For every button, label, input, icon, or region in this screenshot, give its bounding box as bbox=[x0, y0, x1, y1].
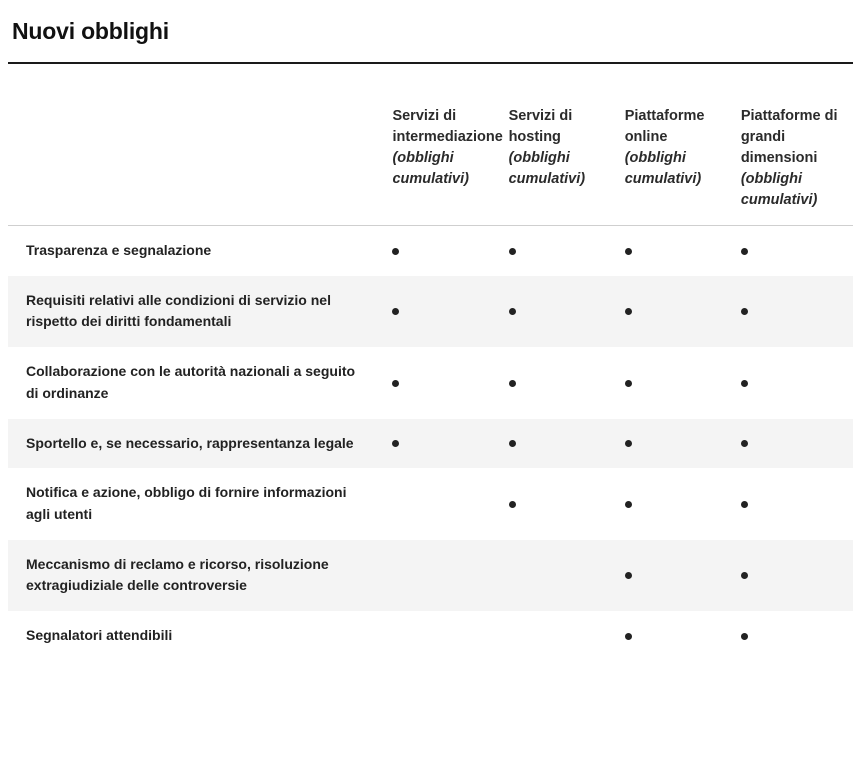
table-row bbox=[8, 419, 853, 469]
table-body bbox=[8, 226, 853, 661]
document-page bbox=[0, 18, 861, 772]
row-mark-piattaforme-grandi bbox=[737, 419, 853, 469]
row-label: Sportello e, se necessario, rappresentanza legale bbox=[26, 434, 354, 451]
row-mark-piattaforme-online bbox=[621, 540, 737, 611]
table-row bbox=[8, 611, 853, 661]
bullet-dot bbox=[392, 308, 399, 315]
row-mark-piattaforme-online bbox=[621, 419, 737, 469]
table-header-row bbox=[8, 64, 853, 226]
column-header-name: Piattaforme online bbox=[624, 108, 705, 146]
bullet-dot bbox=[741, 501, 748, 508]
bullet-dot bbox=[509, 380, 516, 387]
row-mark-piattaforme-grandi bbox=[737, 347, 853, 418]
row-mark-hosting bbox=[505, 276, 621, 347]
bullet-dot bbox=[625, 380, 632, 387]
bullet-dot bbox=[625, 633, 632, 640]
bullet-dot bbox=[509, 248, 516, 255]
bullet-dot-empty bbox=[509, 633, 516, 640]
row-mark-intermediazione bbox=[388, 226, 504, 276]
row-mark-intermediazione bbox=[388, 540, 504, 611]
row-mark-hosting bbox=[505, 347, 621, 418]
column-header-name: Servizi di hosting bbox=[508, 108, 573, 146]
bullet-dot bbox=[625, 501, 632, 508]
column-header-hosting bbox=[505, 64, 621, 226]
table-row bbox=[8, 347, 853, 418]
page-title: Nuovi obblighi bbox=[12, 18, 169, 44]
column-header-sub: (obblighi cumulativi) bbox=[508, 150, 586, 188]
row-mark-piattaforme-online bbox=[621, 226, 737, 276]
bullet-dot-empty bbox=[392, 572, 399, 579]
column-header-piattaforme-online bbox=[621, 64, 737, 226]
row-label: Trasparenza e segnalazione bbox=[26, 242, 212, 259]
bullet-dot bbox=[509, 501, 516, 508]
bullet-dot bbox=[509, 440, 516, 447]
bullet-dot bbox=[392, 440, 399, 447]
row-mark-piattaforme-grandi bbox=[737, 611, 853, 661]
table-header bbox=[8, 64, 853, 226]
bullet-dot-empty bbox=[509, 572, 516, 579]
row-mark-intermediazione bbox=[388, 468, 504, 539]
column-header-intermediazione bbox=[388, 64, 504, 226]
row-mark-hosting bbox=[505, 419, 621, 469]
bullet-dot bbox=[625, 248, 632, 255]
row-mark-intermediazione bbox=[388, 276, 504, 347]
column-header-sub: (obblighi cumulativi) bbox=[740, 171, 818, 209]
row-mark-piattaforme-online bbox=[621, 276, 737, 347]
bullet-dot bbox=[741, 380, 748, 387]
bullet-dot bbox=[509, 308, 516, 315]
bullet-dot bbox=[392, 380, 399, 387]
row-mark-piattaforme-grandi bbox=[737, 276, 853, 347]
row-mark-hosting bbox=[505, 226, 621, 276]
obligations-table bbox=[8, 64, 853, 661]
row-mark-piattaforme-grandi bbox=[737, 540, 853, 611]
row-label: Notifica e azione, obbligo di fornire informazioni agli utenti bbox=[26, 484, 347, 522]
table-row bbox=[8, 468, 853, 539]
bullet-dot bbox=[625, 440, 632, 447]
bullet-dot-empty bbox=[392, 501, 399, 508]
bullet-dot bbox=[741, 572, 748, 579]
row-mark-piattaforme-online bbox=[621, 347, 737, 418]
column-header-sub: (obblighi cumulativi) bbox=[392, 150, 469, 188]
row-mark-piattaforme-online bbox=[621, 611, 737, 661]
bullet-dot bbox=[741, 308, 748, 315]
row-mark-piattaforme-grandi bbox=[737, 468, 853, 539]
bullet-dot-empty bbox=[392, 633, 399, 640]
column-header-label bbox=[8, 64, 388, 226]
bullet-dot bbox=[625, 308, 632, 315]
row-mark-piattaforme-grandi bbox=[737, 226, 853, 276]
row-mark-intermediazione bbox=[388, 347, 504, 418]
row-label: Segnalatori attendibili bbox=[26, 626, 173, 643]
row-label: Meccanismo di reclamo e ricorso, risoluzione extragiudiziale delle controversie bbox=[26, 555, 329, 594]
row-mark-piattaforme-online bbox=[621, 468, 737, 539]
table-row bbox=[8, 226, 853, 276]
bullet-dot bbox=[741, 633, 748, 640]
column-header-name: Servizi di intermediazione bbox=[392, 108, 503, 146]
table-row bbox=[8, 276, 853, 347]
bullet-dot bbox=[741, 440, 748, 447]
column-header-piattaforme-grandi bbox=[737, 64, 853, 226]
row-mark-intermediazione bbox=[388, 419, 504, 469]
row-label: Collaborazione con le autorità nazionali a seguito di ordinanze bbox=[26, 363, 356, 401]
column-header-sub: (obblighi cumulativi) bbox=[624, 150, 702, 188]
row-label: Requisiti relativi alle condizioni di servizio nel rispetto dei diritti fondamentali bbox=[26, 291, 331, 330]
column-header-name: Piattaforme di grandi dimensioni bbox=[740, 108, 838, 167]
row-mark-hosting bbox=[505, 468, 621, 539]
row-mark-hosting bbox=[505, 611, 621, 661]
table-row bbox=[8, 540, 853, 611]
bullet-dot bbox=[392, 248, 399, 255]
row-mark-intermediazione bbox=[388, 611, 504, 661]
bullet-dot bbox=[625, 572, 632, 579]
row-mark-hosting bbox=[505, 540, 621, 611]
bullet-dot bbox=[741, 248, 748, 255]
